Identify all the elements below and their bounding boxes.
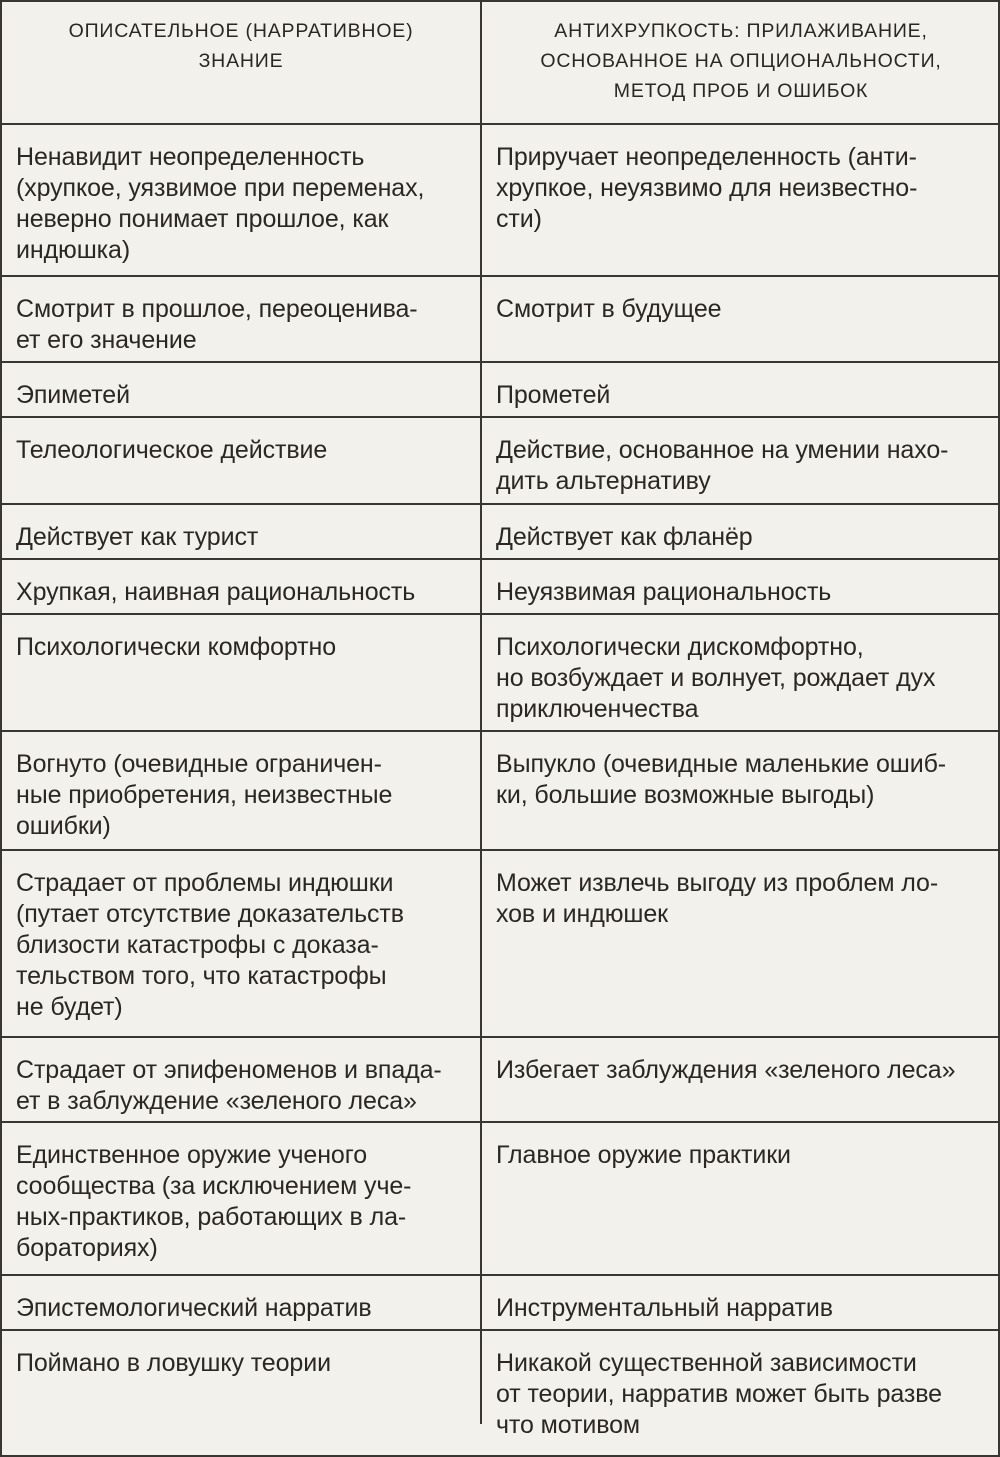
table-row-10-left: Страдает от эпифеноменов и впада- ет в заблуждение «зеленого леса» [2, 1038, 482, 1123]
table-row-9-right: Может извлечь выгоду из проблем ло- хов и индюшек [482, 851, 1000, 1038]
table-row-8-right: Выпукло (очевидные маленькие ошиб- ки, большие возможные выгоды) [482, 732, 1000, 851]
table-row-9-left: Страдает от проблемы индюшки (путает отсутствие доказательств близости катастрофы с доказа- тельством того, что катастрофы не будет) [2, 851, 482, 1038]
table-row-12-right: Инструментальный нарратив [482, 1276, 1000, 1331]
table-row-2-left: Смотрит в прошлое, переоценива- ет его значение [2, 277, 482, 363]
table-row-12-left: Эпистемологический нарратив [2, 1276, 482, 1331]
table-row-5-right: Действует как фланёр [482, 505, 1000, 560]
table-row-5-left: Действует как турист [2, 505, 482, 560]
table-row-11-right: Главное оружие практики [482, 1123, 1000, 1276]
table-row-2-right: Смотрит в будущее [482, 277, 1000, 363]
table-row-11-left: Единственное оружие ученого сообщества (за исключением уче- ных-практиков, работающих в ла- бораториях) [2, 1123, 482, 1276]
header-cell-narrative-knowledge: ОПИСАТЕЛЬНОЕ (НАРРАТИВНОЕ) ЗНАНИЕ [2, 2, 482, 125]
table-row-4-right: Действие, основанное на умении нахо- дить альтернативу [482, 418, 1000, 505]
table-row-6-left: Хрупкая, наивная рациональность [2, 560, 482, 615]
header-cell-antifragility: АНТИХРУПКОСТЬ: ПРИЛАЖИВАНИЕ, ОСНОВАННОЕ НА ОПЦИОНАЛЬНОСТИ, МЕТОД ПРОБ И ОШИБОК [482, 2, 1000, 125]
table-row-10-right: Избегает заблуждения «зеленого леса» [482, 1038, 1000, 1123]
table-row-1-right: Приручает неопределенность (анти- хрупкое, неуязвимо для неизвестно- сти) [482, 125, 1000, 277]
table-row-3-right: Прометей [482, 363, 1000, 418]
table-row-7-right: Психологически дискомфортно, но возбуждает и волнует, рождает дух приключенчества [482, 615, 1000, 732]
table-row-13-right: Никакой существенной зависимости от теории, нарратив может быть разве что мотивом [496, 1349, 942, 1439]
table-row-1-left: Ненавидит неопределенность (хрупкое, уязвимое при переменах, неверно понимает прошлое, как индюшка) [2, 125, 482, 277]
table-row-6-right: Неуязвимая рациональность [482, 560, 1000, 615]
table-row-13-left: Поймано в ловушку теории [2, 1331, 482, 1424]
table-row-8-left: Вогнуто (очевидные ограничен- ные приобретения, неизвестные ошибки) [2, 732, 482, 851]
table-row-3-left: Эпиметей [2, 363, 482, 418]
table-row-4-left: Телеологическое действие [2, 418, 482, 505]
table-row-7-left: Психологически комфортно [2, 615, 482, 732]
